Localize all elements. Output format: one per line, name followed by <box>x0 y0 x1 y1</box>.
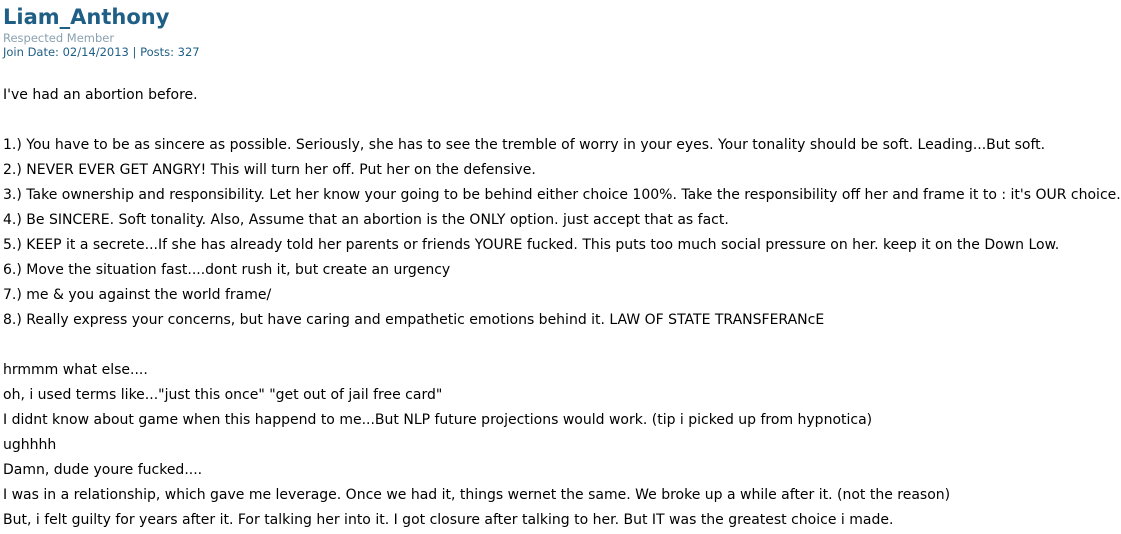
closing-line: I was in a relationship, which gave me leverage. Once we had it, things wernet the same. We broke up a while after it. (not the reason) <box>3 487 951 503</box>
post-body <box>3 83 1121 533</box>
spacer <box>3 333 1118 358</box>
user-title: Respected Member <box>3 31 115 45</box>
list-item: 4.) Be SINCERE. Soft tonality. Also, Assume that an abortion is the ONLY option. just accept that as fact. <box>3 212 729 228</box>
list-item: 1.) You have to be as sincere as possible. Seriously, she has to see the tremble of worry in your eyes. Your tonality should be soft. Leading...But soft. <box>3 137 1046 153</box>
list-item: 8.) Really express your concerns, but have caring and empathetic emotions behind it. LAW OF STATE TRANSFERANcE <box>3 312 825 328</box>
join-date-value: 02/14/2013 <box>62 45 129 59</box>
meta-separator: | <box>132 45 137 59</box>
closing-line: Damn, dude youre fucked.... <box>3 462 203 478</box>
posts-count: 327 <box>177 45 200 59</box>
closing-line: I didnt know about game when this happend to me...But NLP future projections would work. (tip i picked up from hypnotica) <box>3 412 873 428</box>
list-item: 7.) me & you against the world frame/ <box>3 287 272 303</box>
list-item: 6.) Move the situation fast....dont rush it, but create an urgency <box>3 262 451 278</box>
posts-label: Posts: <box>140 45 175 59</box>
closing-line: hrmmm what else.... <box>3 362 148 378</box>
list-item: 3.) Take ownership and responsibility. Let her know your going to be behind either choice 100%. Take the responsibility off her and frame it to : it's OUR choice. <box>3 187 1121 203</box>
spacer <box>3 108 1118 133</box>
username-link[interactable]: Liam_Anthony <box>3 5 170 29</box>
list-item: 5.) KEEP it a secrete...If she has already told her parents or friends YOURE fucked. This puts too much social pressure on her. keep it on the Down Low. <box>3 237 1060 253</box>
user-meta <box>3 45 1118 59</box>
post-intro: I've had an abortion before. <box>3 87 198 103</box>
closing-line: oh, i used terms like..."just this once" "get out of jail free card" <box>3 387 443 403</box>
join-date-label: Join Date: <box>3 45 59 59</box>
list-item: 2.) NEVER EVER GET ANGRY! This will turn her off. Put her on the defensive. <box>3 162 536 178</box>
forum-post <box>3 4 1121 533</box>
closing-line: But, i felt guilty for years after it. For talking her into it. I got closure after talking to her. But IT was the greatest choice i made. <box>3 512 894 528</box>
closing-line: ughhhh <box>3 437 57 453</box>
